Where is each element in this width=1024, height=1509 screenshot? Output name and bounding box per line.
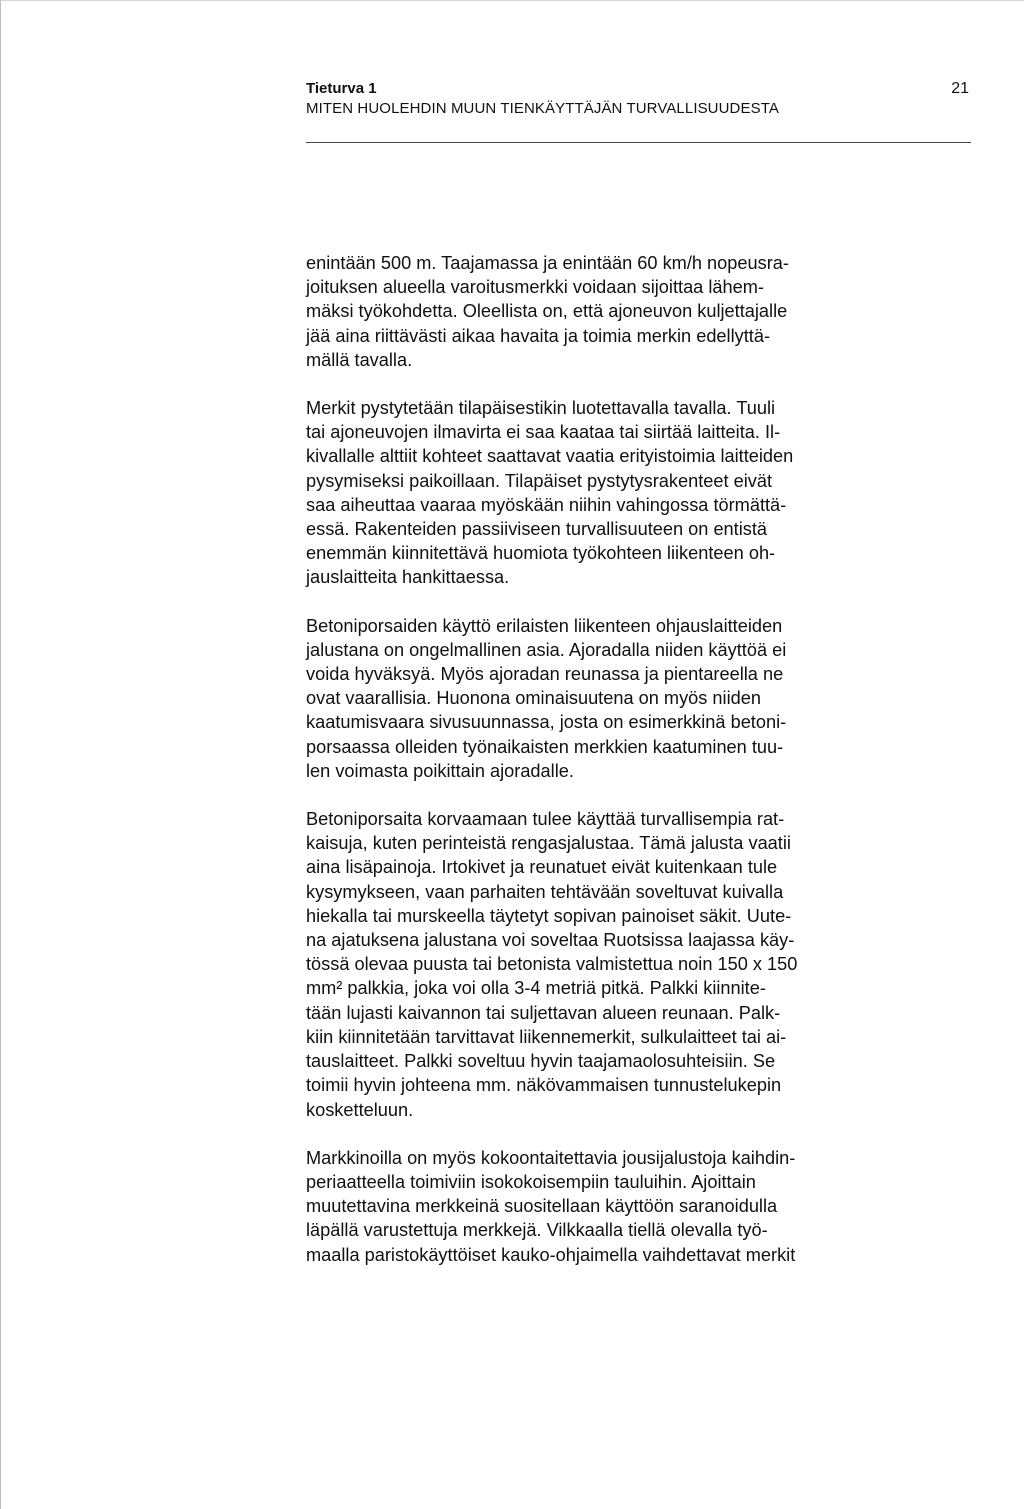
body-text [306,251,971,1291]
header-divider [306,142,971,143]
chapter-title: MITEN HUOLEHDIN MUUN TIENKÄYTTÄJÄN TURVALLISUUDESTA [306,100,779,117]
running-title: Tieturva 1 [306,80,377,97]
page-number: 21 [951,80,969,97]
page-header [306,79,971,119]
paragraph: Betoniporsaiden käyttö erilaisten liikenteen ohjauslaitteiden jalustana on ongelmallinen asia. Ajoradalla niiden käyttöä ei voida hyväksyä. Myös ajoradan reunassa ja pientareella ne ovat vaarallisia. Huonona ominaisuutena on myös niiden kaatumisvaara sivusuunnassa, josta on esimerkkinä betoni- porsaassa olleiden työnaikaisten merkkien kaatuminen tuu- len voimasta poikittain ajoradalle. [306,615,787,781]
paragraph: enintään 500 m. Taajamassa ja enintään 60 km/h nopeusra- joituksen alueella varoitusmerkki voidaan sijoittaa lähem- mäksi työkohdetta. Oleellista on, että ajoneuvon kuljettajalle jää aina riittävästi aikaa havaita ja toimia merkin edellyttä- mällä tavalla. [306,253,789,370]
paragraph: Betoniporsaita korvaamaan tulee käyttää turvallisempia rat- kaisuja, kuten perinteistä rengasjalustaa. Tämä jalusta vaatii aina lisäpainoja. Irtokivet ja reunatuet eivät kuitenkaan tule kysymykseen, vaan parhaiten tehtävään soveltuvat kuivalla hiekalla tai murskeella täytetyt sopivan painoiset säkit. Uute- na ajatuksena jalustana voi soveltaa Ruotsissa laajassa käy- tössä olevaa puusta tai betonista valmistettua noin 150 x 150 mm² palkkia, joka voi olla 3-4 metriä pitkä. Palkki kiinnite- tään lujasti kaivannon tai suljettavan alueen reunaan. Palk- kiin kiinnitetään tarvittavat liikennemerkit, sulkulaitteet tai ai- tauslaitteet. Palkki soveltuu hyvin taajamaolosuhteisiin. Se toimii hyvin johteena mm. näkövammaisen tunnustelukepin kosketteluun. [306,809,798,1120]
paragraph: Markkinoilla on myös kokoontaitettavia jousijalustoja kaihdin- periaatteella toimiviin isokokoisempiin tauluihin. Ajoittain muutettavina merkkeinä suositellaan käyttöön saranoidulla läpällä varustettuja merkkejä. Vilkkaalla tiellä olevalla työ- maalla paristokäyttöiset kauko-ohjaimella vaihdettavat merkit [306,1147,796,1265]
paragraph: Merkit pystytetään tilapäisestikin luotettavalla tavalla. Tuuli tai ajoneuvojen ilmavirta ei saa kaataa tai siirtää laitteita. Il- kivallalle alttiit kohteet saattavat vaatia erityistoimia laitteiden pysymiseksi paikoillaan. Tilapäiset pystytysrakenteet eivät saa aiheuttaa vaaraa myöskään niihin vahingossa törmättä- essä. Rakenteiden passiiviseen turvallisuuteen on entistä enemmän kiinnitettävä huomiota työkohteen liikenteen oh- jauslaitteita hankittaessa. [306,398,794,588]
